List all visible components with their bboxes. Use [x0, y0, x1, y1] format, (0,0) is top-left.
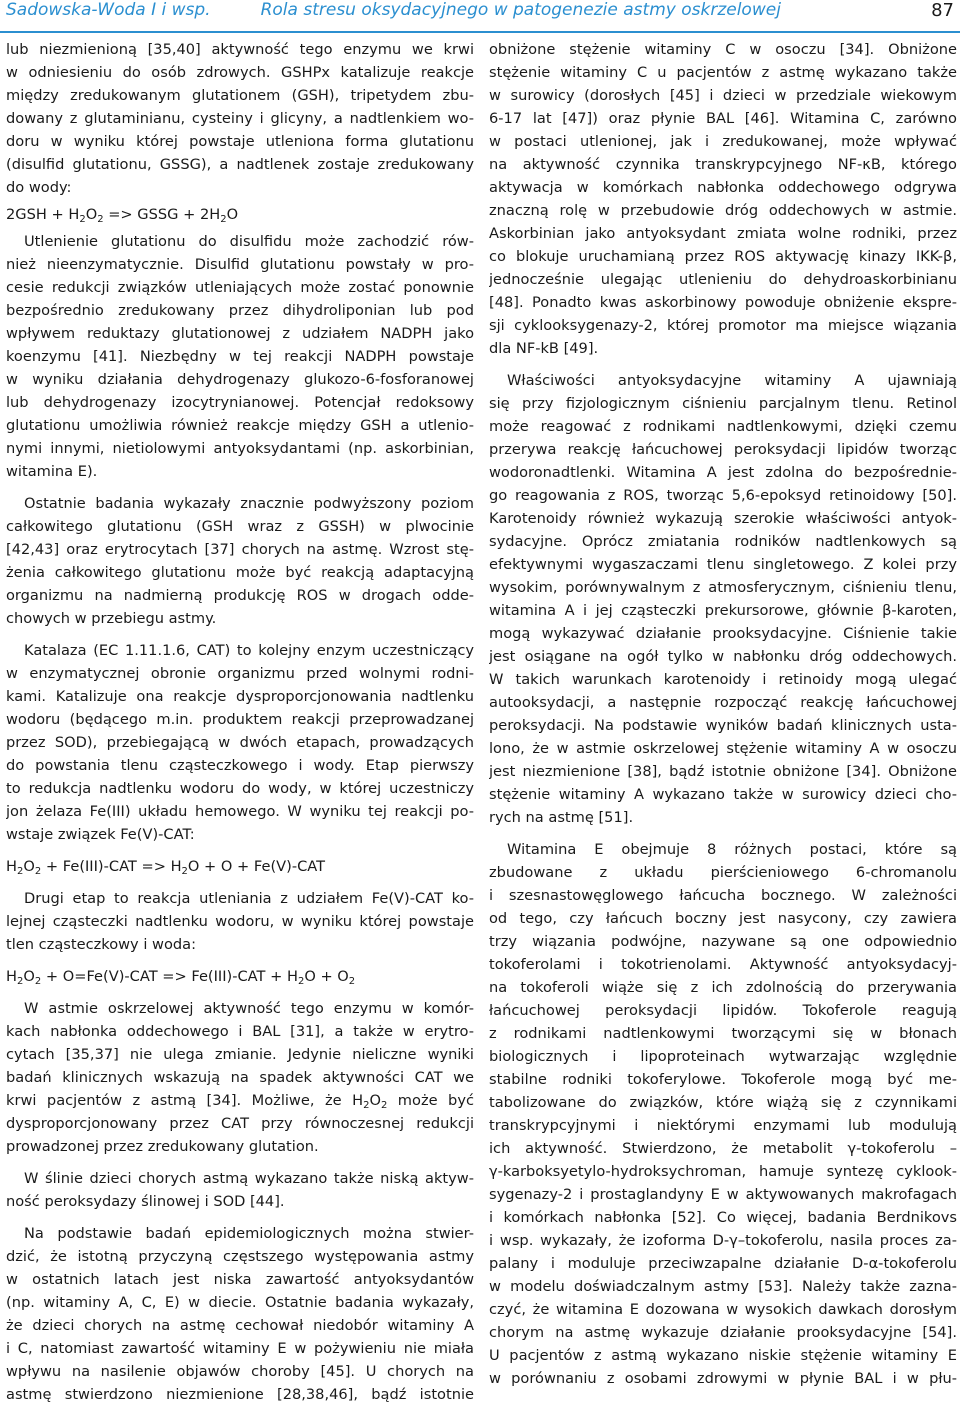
text-line: wodoru (będącego m.in. produktem reakcji przeprowadzanej: [6, 711, 474, 728]
text-line: aktywacja w komórkach nabłonka oddechowego odgrywa: [489, 179, 957, 196]
text-line: na tokoferoli wiąże się z ich zdolnością do przerywania: [489, 979, 957, 996]
text-line: jest niezmienione [38], bądź istotnie obniżone [34]. Obniżone: [489, 763, 957, 780]
text-line: ność peroksydazy ślinowej i SOD [44].: [6, 1193, 285, 1210]
text-line: badań klinicznych wskazują na spadek aktywności CAT we: [6, 1069, 474, 1086]
text-line: dla NF-kB [49].: [489, 340, 599, 357]
text-line: $H_2O_2 + Fe(III)-CAT => H_2O + O + Fe(V)-CAT$: [6, 858, 326, 877]
text-line: stabilne rodniki tokoferylowe. Tokoferole mogą być me-: [489, 1071, 957, 1088]
text-line: Utlenienie glutationu do disulfidu może zachodzić rów-: [24, 233, 474, 250]
paragraph-gap: [6, 483, 474, 492]
text-line: w modelu doświadczalnym astmy [53]. Należy także zazna-: [489, 1278, 957, 1295]
text-line: w enzymatycznej obronie organizmu przed wolnymi rodni-: [6, 665, 474, 682]
text-line: łańcuchowej peroksydacji lipidów. Tokoferole reagują: [489, 1002, 957, 1019]
text-line: lub niezmienioną [35,40] aktywność tego enzymu we krwi: [6, 41, 474, 58]
text-line: jon żelaza Fe(III) układu hemowego. W wyniku tej reakcji po-: [6, 803, 474, 820]
text-line: astmę stwierdzono niezmienione [28,38,46], bądź istotnie: [6, 1386, 474, 1403]
paragraph-gap: [6, 988, 474, 997]
text-line: witamina E).: [6, 463, 98, 480]
text-line: γ-karboksyetylo-hydroksychroman, hamuje syntezę cyklook-: [489, 1163, 957, 1180]
text-line: nymi innymi, nietiolowymi antyoksydantami (np. askorbinian,: [6, 440, 474, 457]
left-column: [6, 38, 474, 1406]
text-line: w wyniku działania dehydrogenazy glukozo-6-fosforanowej: [6, 371, 474, 388]
right-column: [489, 38, 957, 1390]
header-authors: Sadowska-Woda I i wsp.: [6, 0, 211, 20]
text-line: koenzymu [41]. Niezbędny w tej reakcji NADPH powstaje: [6, 348, 474, 365]
text-line: nież nieenzymatycznie. Disulfid glutationu powstały w pro-: [6, 256, 474, 273]
text-line: organizmu na nadmierną produkcję ROS w drogach odde-: [6, 587, 474, 604]
text-line: sygenazy-2 i prostaglandyny E w aktywowanych makrofagach: [489, 1186, 957, 1203]
text-line: ich aktywność. Stwierdzono, że metabolit γ-tokoferolu –: [489, 1140, 957, 1157]
text-line: w ostatnich latach jest niska zawartość antyoksydantów: [6, 1271, 474, 1288]
text-line: dysproporcjonowany przez CAT przy równoczesnej redukcji: [6, 1115, 474, 1132]
text-line: wysokim, porównywalnym z atmosferycznym, ciśnieniu tlenu,: [489, 579, 957, 596]
text-line: i wsp. wykazały, że izoforma D-γ–tokoferolu, nasila proces za-: [489, 1232, 957, 1249]
text-line: tokoferolami i tokotrienolami. Aktywność antyoksydacyj-: [489, 956, 957, 973]
text-line: W ślinie dzieci chorych astmą wykazano także niską aktyw-: [24, 1170, 474, 1187]
running-header: [6, 0, 954, 27]
paragraph-gap: [6, 846, 474, 855]
text-line: wodoronadtlenki. Witamina A jest zdolna do bezpośrednie-: [489, 464, 957, 481]
text-line: krwi pacjentów z astmą [34]. Możliwe, że $H_2O_2$ może być: [6, 1092, 474, 1111]
text-line: zbudowane z układu pierścieniowego 6-chromanolu: [489, 864, 957, 881]
page-number: 87: [931, 0, 954, 21]
text-line: stężenie witaminy C u pacjentów z astmę wykazano także: [489, 64, 957, 81]
text-line: i komórkach nabłonka [52]. Co więcej, badania Berdnikovs: [489, 1209, 957, 1226]
text-line: stężenie witaminy A wykazano także w surowicy dzieci cho-: [489, 786, 957, 803]
text-line: chorym na astmę wykazuje działanie prooksydacyjne [54].: [489, 1324, 957, 1341]
text-line: Witamina E obejmuje 8 różnych postaci, które są: [507, 841, 957, 858]
text-line: do wody:: [6, 179, 72, 196]
paragraph-gap: [489, 829, 957, 838]
text-line: lejnej cząsteczki nadtlenku wodoru, w wyniku której powstaje: [6, 913, 474, 930]
text-line: jednocześnie ulegając utlenieniu do dehydroaskorbinianu: [489, 271, 957, 288]
text-line: [42,43] oraz erytrocytach [37] chorych na astmę. Wzrost stę-: [6, 541, 474, 558]
text-line: czyć, że witamina E dozowana w wysokich dawkach dorosłym: [489, 1301, 957, 1318]
text-line: i C, natomiast zawartość witaminy E w pożywieniu nie miała: [6, 1340, 474, 1357]
text-line: chowych w przebiegu astmy.: [6, 610, 217, 627]
text-line: znaczną rolę w przebudowie dróg oddechowych w astmie.: [489, 202, 957, 219]
text-line: całkowitego glutationu (GSH wraz z GSSH) w plwocinie: [6, 518, 474, 535]
text-line: w odniesieniu do osób zdrowych. GSHPx katalizuje reakcje: [6, 64, 474, 81]
paragraph-gap: [6, 878, 474, 887]
text-line: to redukcja nadtlenku wodoru do wody, w której uczestniczy: [6, 780, 474, 797]
text-line: Askorbinian jako antyoksydant zmiata wolne rodniki, przez: [489, 225, 957, 242]
text-line: Właściwości antyoksydacyjne witaminy A ujawniają: [507, 372, 957, 389]
text-line: trzy wiązania podwójne, nazywane są one odpowiednio: [489, 933, 957, 950]
text-line: mogą wykazywać działanie prooksydacyjne. Ciśnienie takie: [489, 625, 957, 642]
text-line: Katalaza (EC 1.11.1.6, CAT) to kolejny enzym uczestniczący: [24, 642, 474, 659]
text-line: glutationu umożliwia również reakcje między GSH a utlenio-: [6, 417, 474, 434]
text-line: od tego, czy łańcuch boczny jest nasycony, czy zawiera: [489, 910, 957, 927]
text-line: lono, że w astmie oskrzelowej stężenie witaminy A w osoczu: [489, 740, 957, 757]
text-line: przez SOD), przebiegającą w dwóch etapach, prowadzących: [6, 734, 474, 751]
text-line: tlen cząsteczkowy i woda:: [6, 936, 197, 953]
text-line: wpływu na nasilenie objawów choroby [45]. U chorych na: [6, 1363, 474, 1380]
text-line: żenia całkowitego glutationu może być reakcją adaptacyjną: [6, 564, 474, 581]
text-line: peroksydacji. Na podstawie wyników badań klinicznych usta-: [489, 717, 957, 734]
text-line: co blokuje uruchamianą przez ROS aktywację kinazy IKK-β,: [489, 248, 957, 265]
text-line: między zredukowanym glutationem (GSH), tripetydem zbu-: [6, 87, 474, 104]
text-line: z rodnikami nadtlenkowymi tworzącymi się w błonach: [489, 1025, 957, 1042]
text-line: kach nabłonka oddechowego i BAL [31], a także w erytro-: [6, 1023, 474, 1040]
text-line: bezpośrednio zredukowany przez dihydroliponian lub pod: [6, 302, 474, 319]
text-line: i szesnastowęglowego łańcucha bocznego. W zależności: [489, 887, 957, 904]
text-line: kami. Katalizuje ona reakcje dysproporcjonowania nadtlenku: [6, 688, 474, 705]
paragraph-gap: [489, 360, 957, 369]
text-line: 6-17 lat [47]) oraz płynie BAL [46]. Witamina C, zarówno: [489, 110, 957, 127]
paragraph-gap: [6, 1158, 474, 1167]
text-line: cesie redukcji związków utleniających może zostać ponownie: [6, 279, 474, 296]
text-line: w porównaniu z osobami zdrowymi w płynie BAL i w płu-: [489, 1370, 957, 1387]
text-line: sji cyklooksygenazy-2, której promotor ma miejsce wiązania: [489, 317, 957, 334]
paragraph-gap: [6, 630, 474, 639]
text-line: w surowicy (dorosłych [45] i dzieci w przedziale wiekowym: [489, 87, 957, 104]
text-line: efektywnymi wygaszaczami tlenu singletowego. Z kolei przy: [489, 556, 957, 573]
text-line: palany i moduluje przeciwzapalne działanie D-α-tokoferolu: [489, 1255, 957, 1272]
text-line: lub dehydrogenazy izocytrynianowej. Potencjał redoksowy: [6, 394, 474, 411]
text-line: (disulfid glutationu, GSSG), a nadtlenek zostaje zredukowany: [6, 156, 474, 173]
text-line: autooksydacji, a następnie rozpocząć reakcję łańcuchowej: [489, 694, 957, 711]
text-line: Drugi etap to reakcja utleniania z udziałem Fe(V)-CAT ko-: [24, 890, 474, 907]
text-line: go reagowania z ROS, tworząc 5,6-epoksyd retinoidowy [50].: [489, 487, 957, 504]
text-line: U pacjentów z astmą wykazano niskie stężenie witaminy E: [489, 1347, 957, 1364]
text-line: że dzieci chorych na astmę cechował niedobór witaminy A: [6, 1317, 474, 1334]
text-line: na aktywność czynnika transkrypcyjnego NF-κB, którego: [489, 156, 957, 173]
text-line: biologicznych i lipoproteinach wytwarzając względnie: [489, 1048, 957, 1065]
text-line: przerywa reakcję łańcuchowej peroksydacji lipidów tworząc: [489, 441, 957, 458]
text-line: transkrypcyjnymi i niektórymi enzymami lub modulują: [489, 1117, 957, 1134]
text-line: prowadzonej przez zredukowany glutation.: [6, 1138, 319, 1155]
text-line: obniżone stężenie witaminy C w osoczu [34]. Obniżone: [489, 41, 957, 58]
text-line: W takich warunkach karotenoidy i retinoidy mogą ulegać: [489, 671, 957, 688]
text-line: $H_2O_2 + O=Fe(V)-CAT => Fe(III)-CAT + H_2O + O_2$: [6, 968, 356, 987]
text-line: $2GSH + H_2O_2$ => GSSG + $2H_2O$: [6, 206, 239, 225]
text-line: Na podstawie badań epidemiologicznych można stwier-: [24, 1225, 474, 1242]
text-line: witamina A i jej cząsteczki prekursorowe, głównie β-karoten,: [489, 602, 957, 619]
text-line: (np. witaminy A, C, E) w diecie. Ostatnie badania wykazały,: [6, 1294, 474, 1311]
paragraph-gap: [6, 956, 474, 965]
text-line: wpływem reduktazy glutationowej z udziałem NADPH jako: [6, 325, 474, 342]
text-line: może reagować z rodnikami nadtlenkowymi, dzięki czemu: [489, 418, 957, 435]
text-line: Ostatnie badania wykazały znacznie podwyższony poziom: [24, 495, 474, 512]
text-line: [48]. Ponadto kwas askorbinowy powoduje obniżenie ekspre-: [489, 294, 957, 311]
text-line: jest osiągane na ogół tylko w nabłonku dróg oddechowych.: [489, 648, 957, 665]
text-line: dzić, że istotną przyczyną częstszego występowania astmy: [6, 1248, 474, 1265]
text-line: się przy fizjologicznym ciśnieniu parcjalnym tlenu. Retinol: [489, 395, 957, 412]
header-title: Rola stresu oksydacyjnego w patogenezie astmy oskrzelowej: [260, 0, 781, 20]
text-line: w postaci utlenionej, jak i zredukowanej, może wpływać: [489, 133, 957, 150]
paragraph-gap: [6, 1213, 474, 1222]
text-line: tabolizowane do związków, które wiążą się z czynnikami: [489, 1094, 957, 1111]
text-line: dowany z glutaminianu, cysteiny i glicyny, a nadtlenkiem wo-: [6, 110, 474, 127]
text-line: do powstania tlenu cząsteczkowego i wody. Etap pierwszy: [6, 757, 474, 774]
header-rule: [0, 31, 960, 33]
text-line: W astmie oskrzelowej aktywność tego enzymu w komór-: [24, 1000, 474, 1017]
text-line: rych na astmę [51].: [489, 809, 634, 826]
text-line: Karotenoidy również wykazują szerokie właściwości antyok-: [489, 510, 957, 527]
text-line: wstaje związek Fe(V)-CAT:: [6, 826, 195, 843]
text-line: doru w wyniku której powstaje utleniona forma glutationu: [6, 133, 474, 150]
text-line: sydacyjne. Oprócz zmiatania rodników nadtlenkowych są: [489, 533, 957, 550]
text-line: cytach [35,37] nie ulega zmianie. Jedynie nieliczne wyniki: [6, 1046, 474, 1063]
